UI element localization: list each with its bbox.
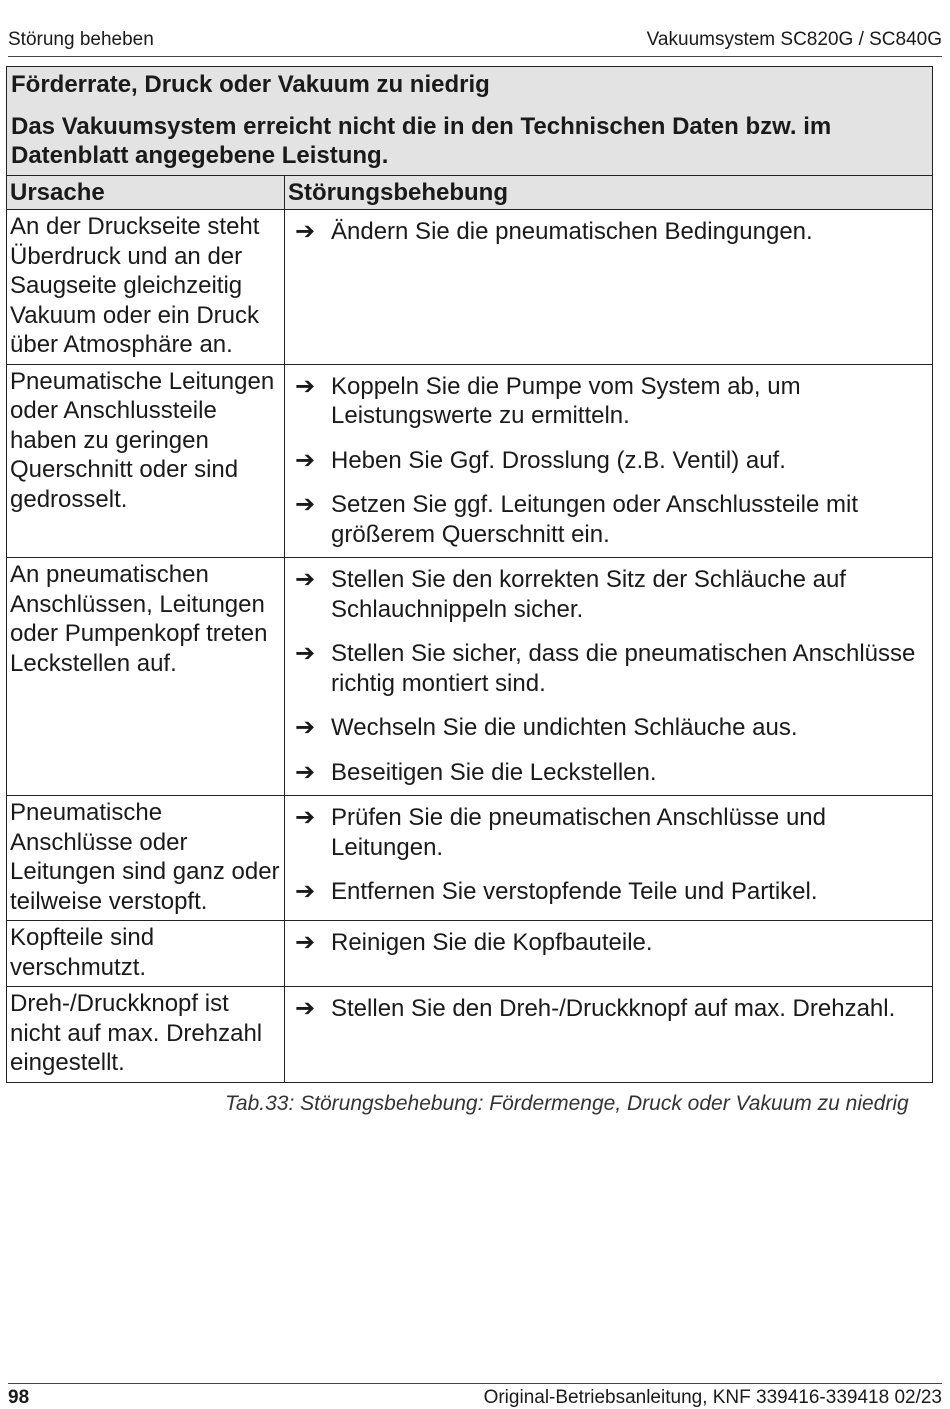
arrow-right-icon: ➔	[295, 995, 316, 1022]
remedy-text: Ändern Sie die pneumatischen Bedingungen.	[331, 218, 813, 245]
table-subtitle: Das Vakuumsystem erreicht nicht die in den Technischen Daten bzw. im Datenblatt angegebene Leistung.	[11, 112, 832, 169]
remedy-text: Stellen Sie den Dreh-/Druckknopf auf max. Drehzahl.	[331, 995, 896, 1022]
remedy-item	[295, 639, 924, 698]
remedy-text: Setzen Sie ggf. Leitungen oder Anschlussteile mit größerem Querschnitt ein.	[331, 491, 858, 548]
remedy-item	[295, 994, 924, 1024]
column-header-row	[7, 175, 933, 210]
table-row	[7, 210, 933, 365]
troubleshooting-table	[6, 66, 933, 1083]
page-number: 98	[8, 1387, 30, 1408]
table-caption: Tab.33: Störungsbehebung: Fördermenge, Druck oder Vakuum zu niedrig	[225, 1092, 909, 1115]
remedy-cell	[285, 364, 933, 558]
table-title: Förderrate, Druck oder Vakuum zu niedrig	[11, 71, 490, 98]
header-product-name: Vakuumsystem SC820G / SC840G	[646, 29, 942, 50]
arrow-right-icon: ➔	[295, 372, 316, 400]
remedy-text: Heben Sie Ggf. Drosslung (z.B. Ventil) auf.	[331, 446, 786, 474]
cause-cell: Dreh-/Druckknopf ist nicht auf max. Drehzahl eingestellt.	[7, 987, 285, 1083]
table-row	[7, 364, 933, 558]
remedy-cell	[285, 921, 933, 987]
remedy-item	[295, 877, 924, 907]
cause-cell: An pneumatischen Anschlüssen, Leitungen oder Pumpenkopf treten Leckstellen auf.	[7, 558, 285, 796]
table-row	[7, 921, 933, 987]
remedy-cell	[285, 796, 933, 921]
cause-cell: Kopfteile sind verschmutzt.	[7, 921, 285, 987]
column-header-remedy: Störungsbehebung	[285, 175, 933, 210]
arrow-right-icon: ➔	[295, 218, 316, 245]
remedy-item	[295, 217, 924, 247]
remedy-item	[295, 758, 924, 788]
remedy-text: Reinigen Sie die Kopfbauteile.	[331, 929, 653, 956]
remedy-text: Entfernen Sie verstopfende Teile und Partikel.	[331, 878, 818, 905]
table-row	[7, 796, 933, 921]
arrow-right-icon: ➔	[295, 758, 316, 786]
remedy-text: Stellen Sie sicher, dass die pneumatischen Anschlüsse richtig montiert sind.	[331, 640, 916, 697]
remedy-item	[295, 713, 924, 743]
running-header	[8, 28, 942, 57]
remedy-text: Prüfen Sie die pneumatischen Anschlüsse und Leitungen.	[331, 804, 826, 861]
arrow-right-icon: ➔	[295, 491, 316, 518]
cause-cell: An der Druckseite steht Überdruck und an der Saugseite gleichzeitig Vakuum oder ein Druck über Atmosphäre an.	[7, 210, 285, 365]
arrow-right-icon: ➔	[295, 640, 316, 667]
header-section-title: Störung beheben	[8, 29, 154, 50]
arrow-right-icon: ➔	[295, 566, 316, 593]
column-header-cause: Ursache	[7, 175, 285, 210]
table-row	[7, 558, 933, 796]
remedy-item	[295, 565, 924, 624]
table-heading-cell	[7, 67, 933, 176]
remedy-item	[295, 803, 924, 862]
arrow-right-icon: ➔	[295, 714, 316, 741]
remedy-cell	[285, 210, 933, 365]
remedy-cell	[285, 987, 933, 1083]
arrow-right-icon: ➔	[295, 446, 316, 474]
remedy-cell	[285, 558, 933, 796]
document-info: Original-Betriebsanleitung, KNF 339416-339418 02/23	[483, 1387, 942, 1408]
remedy-item	[295, 446, 924, 476]
remedy-item	[295, 928, 924, 958]
remedy-text: Beseitigen Sie die Leckstellen.	[331, 758, 657, 786]
arrow-right-icon: ➔	[295, 804, 316, 831]
remedy-item	[295, 372, 924, 431]
table-row	[7, 987, 933, 1083]
remedy-text: Stellen Sie den korrekten Sitz der Schläuche auf Schlauchnippeln sicher.	[331, 566, 846, 623]
arrow-right-icon: ➔	[295, 878, 316, 905]
cause-cell: Pneumatische Anschlüsse oder Leitungen sind ganz oder teilweise verstopft.	[7, 796, 285, 921]
remedy-item	[295, 490, 924, 549]
remedy-text: Koppeln Sie die Pumpe vom System ab, um Leistungswerte zu ermitteln.	[331, 372, 801, 429]
remedy-text: Wechseln Sie die undichten Schläuche aus.	[331, 714, 798, 741]
cause-cell: Pneumatische Leitungen oder Anschlussteile haben zu geringen Querschnitt oder sind gedrosselt.	[7, 364, 285, 558]
table-heading-row	[7, 67, 933, 176]
arrow-right-icon: ➔	[295, 929, 316, 956]
page-footer	[8, 1383, 942, 1409]
